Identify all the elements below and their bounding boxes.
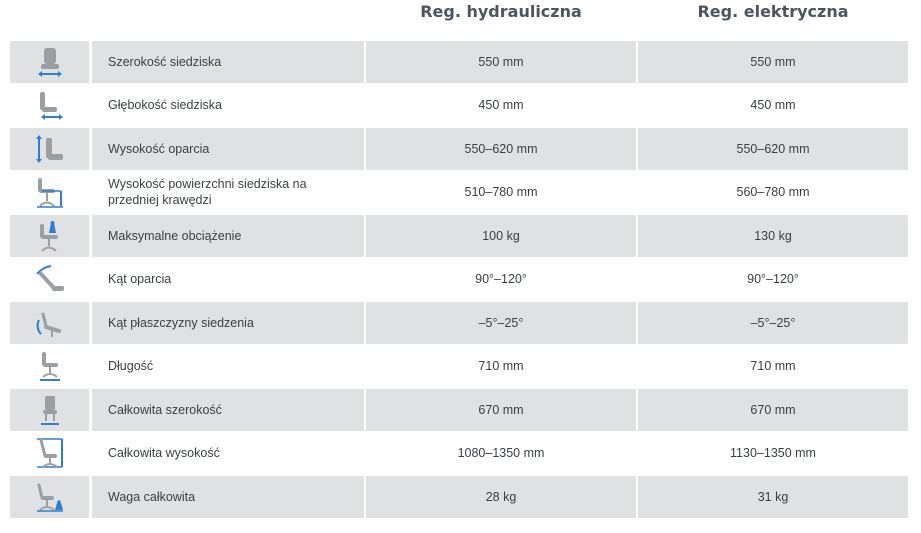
table-row [10,215,908,259]
hydraulic-value-cell [366,302,636,344]
row-label-cell [92,41,364,83]
table-row [10,128,908,172]
seat-depth-icon [35,88,65,122]
hydraulic-value: 710 mm [478,359,524,374]
row-icon-cell [10,215,89,257]
row-label-cell [92,346,364,388]
hydraulic-value-cell [366,476,636,518]
electric-value: –5°–25° [750,315,796,330]
electric-value-cell [638,85,908,127]
hydraulic-value-cell [366,128,636,170]
hydraulic-value-cell [366,433,636,475]
row-label-cell [92,85,364,127]
hydraulic-value: 510–780 mm [464,185,538,200]
table-row [10,41,908,85]
hydraulic-value: 90°–120° [475,272,527,287]
row-icon-cell [10,433,89,475]
electric-value: 550–620 mm [736,141,810,156]
hydraulic-value: –5°–25° [478,315,524,330]
hydraulic-value: 1080–1350 mm [457,446,545,461]
electric-value: 90°–120° [747,272,799,287]
total-height-icon [33,436,67,470]
spec-table [10,41,908,520]
header-electric: Reg. elektryczna [697,2,849,21]
hydraulic-value-cell [366,172,636,214]
row-label: Kąt oparcia [108,272,172,287]
seat-front-height-icon [33,175,67,209]
electric-value-cell [638,476,908,518]
row-label: Głębokość siedziska [108,98,222,113]
hydraulic-value-cell [366,41,636,83]
hydraulic-value: 670 mm [478,402,524,417]
header-hydraulic: Reg. hydrauliczna [420,2,582,21]
electric-value-cell [638,172,908,214]
row-icon-cell [10,346,89,388]
table-row [10,85,908,129]
row-label-cell [92,433,364,475]
electric-value: 560–780 mm [736,185,810,200]
electric-value: 1130–1350 mm [730,446,816,461]
seat-tilt-icon [33,306,67,340]
row-label-cell [92,302,364,344]
row-label-cell [92,259,364,301]
table-row [10,346,908,390]
row-icon-cell [10,128,89,170]
table-row [10,476,908,520]
table-row [10,302,908,346]
electric-value-cell [638,41,908,83]
row-label: Całkowita wysokość [108,446,220,461]
table-row [10,259,908,303]
row-label: Kąt płaszczyzny siedzenia [108,315,254,330]
electric-value: 670 mm [750,402,796,417]
hydraulic-value: 550–620 mm [464,141,538,156]
electric-value: 31 kg [757,489,789,504]
row-label: Wysokość powierzchni siedziska na przedniej krawędzi [108,177,307,208]
electric-value: 550 mm [750,54,796,69]
hydraulic-value: 28 kg [485,489,517,504]
electric-value-cell [638,259,908,301]
electric-value-cell [638,346,908,388]
table-row [10,389,908,433]
hydraulic-value: 100 kg [482,228,520,243]
electric-value: 450 mm [750,98,796,113]
total-width-icon [33,393,67,427]
row-label-cell [92,128,364,170]
hydraulic-value-cell [366,346,636,388]
electric-value-cell [638,302,908,344]
row-label: Długość [108,359,154,374]
row-icon-cell [10,476,89,518]
hydraulic-value: 550 mm [478,54,524,69]
seat-width-icon [35,45,65,79]
electric-value: 130 kg [754,228,792,243]
row-label: Szerokość siedziska [108,54,222,69]
hydraulic-value-cell [366,259,636,301]
row-label: Całkowita szerokość [108,402,222,417]
row-label-cell [92,476,364,518]
row-icon-cell [10,389,89,431]
row-label-cell [92,172,364,214]
backrest-height-icon [33,132,67,166]
hydraulic-value-cell [366,389,636,431]
hydraulic-value: 450 mm [478,98,524,113]
table-row [10,172,908,216]
row-label: Waga całkowita [108,489,196,504]
row-label-cell [92,389,364,431]
length-icon [33,349,67,383]
backrest-angle-icon [33,262,67,296]
electric-value-cell [638,389,908,431]
row-icon-cell [10,302,89,344]
row-icon-cell [10,172,89,214]
hydraulic-value-cell [366,85,636,127]
max-load-icon [33,219,67,253]
row-icon-cell [10,259,89,301]
row-icon-cell [10,41,89,83]
electric-value: 710 mm [750,359,796,374]
row-label: Maksymalne obciążenie [108,228,242,243]
hydraulic-value-cell [366,215,636,257]
electric-value-cell [638,433,908,475]
electric-value-cell [638,128,908,170]
total-weight-icon [33,480,67,514]
electric-value-cell [638,215,908,257]
row-label: Wysokość oparcia [108,141,210,156]
row-icon-cell [10,85,89,127]
table-row [10,433,908,477]
row-label-cell [92,215,364,257]
